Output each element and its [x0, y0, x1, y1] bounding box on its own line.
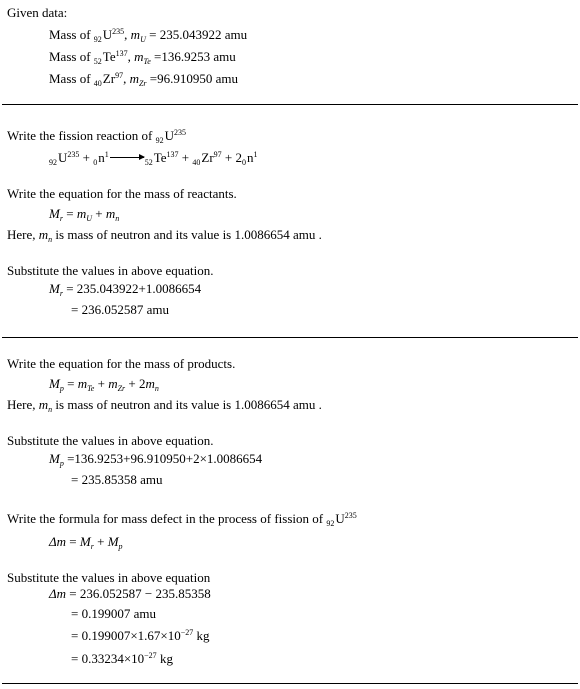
reactants-substitution: $M_r = 235.043922+1.0086654$: [49, 281, 202, 298]
fission-reaction-heading: Write the fission reaction of $_{92}U^{235}$: [7, 128, 186, 145]
mass-of-label: Mass of: [49, 27, 91, 42]
mass-defect-substitution: Δm = 236.052587 − 235.85358: [49, 586, 211, 601]
mass-defect-equation: $\Delta m = M_r + M_p$: [49, 534, 123, 551]
reaction-arrow-icon: [110, 157, 144, 158]
mass-defect-kg-result: = $0.33234\times 10^{-27}$ kg: [71, 651, 173, 666]
mass-defect-amu: = 0.199007 amu: [71, 606, 156, 621]
given-value: 235.043922 amu: [159, 27, 248, 42]
given-item-tellurium: Mass of $_{52}Te^{137}$, $m_{Te} =136.9253$ amu: [49, 49, 236, 66]
given-value: 136.9253 amu: [161, 49, 236, 64]
section-divider: [2, 683, 578, 684]
given-item-uranium: Mass of $_{92}U^{235}$, $m_U = 235.043922$ amu: [49, 27, 248, 44]
mass-defect-intro: Write the formula for mass defect in the process of fission of $_{92}U^{235}$: [7, 511, 357, 528]
section-divider: [2, 337, 578, 338]
reactants-mass-intro: Write the equation for the mass of reactants.: [7, 186, 237, 201]
substitute-intro: Substitute the values in above equation.: [7, 263, 214, 278]
given-item-zirconium: Mass of $_{40}Zr^{97}$, $m_{Zr} =96.910950$ amu: [49, 71, 238, 88]
products-substitution: $M_p =136.9253+96.910950+2\times 1.0086654$: [49, 451, 263, 468]
mass-defect-kg-calc: = $0.199007\times 1.67\times 10^{-27}$ kg: [71, 628, 210, 643]
reactants-mass-equation: $M_r = m_U + m_n$: [49, 206, 120, 223]
neutron-mass-note: Here, $m_n$ is mass of neutron and its value is 1.0086654 amu .: [7, 227, 322, 244]
products-mass-intro: Write the equation for the mass of products.: [7, 356, 236, 371]
mass-of-label: Mass of: [49, 49, 91, 64]
given-value: 96.910950 amu: [157, 71, 238, 86]
substitute-intro: Substitute the values in above equation.: [7, 433, 214, 448]
reactants-result: = 236.052587 amu: [71, 302, 169, 317]
neutron-mass-note: Here, $m_n$ is mass of neutron and its value is 1.0086654 amu .: [7, 397, 322, 414]
section-divider: [2, 104, 578, 105]
given-heading: Given data:: [7, 5, 68, 20]
mass-of-label: Mass of: [49, 71, 91, 86]
products-mass-equation: $M_p = m_{Te} + m_{Zr} + 2m_n$: [49, 376, 159, 393]
fission-reaction-equation: $_{92}U^{235} + _0n^1_{52}Te^{137} + _{40}Zr^{97} + 2_0n^1$: [49, 150, 258, 167]
products-result: = 235.85358 amu: [71, 472, 163, 487]
substitute-intro: Substitute the values in above equation: [7, 570, 211, 585]
